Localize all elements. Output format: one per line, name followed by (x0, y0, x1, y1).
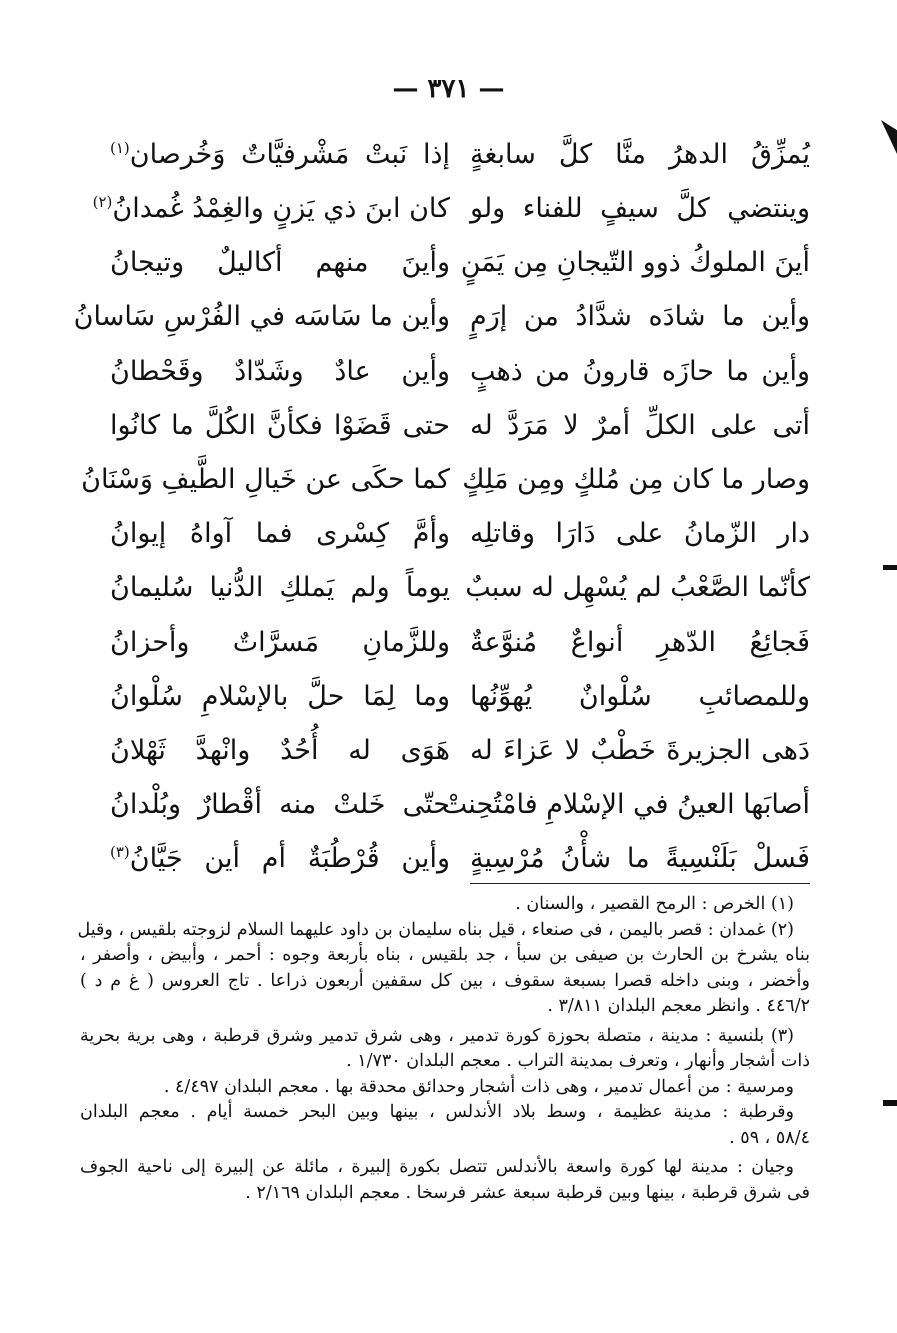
second-hemistich (110, 627, 450, 659)
verse-line (110, 562, 810, 616)
footnote-line: وقرطبة : مدينة عظيمة ، وسط بلاد الأندلس ، بينها وبين البحر خمسة أيام . معجم البلدان (80, 1102, 794, 1122)
footnote-marker: (٣) (110, 843, 130, 862)
footnote-line: فى شرق قرطبة ، بينها وبين قرطبة سبعة عشر فرسخا . معجم البلدان ٢/١٦٩ . (245, 1182, 810, 1203)
verse-line (92, 182, 810, 236)
verse-line (73, 291, 810, 345)
verse-line (81, 453, 810, 507)
verse-line (110, 670, 810, 724)
second-hemistich-text: يوماً ولم يَملكِ الدُّنيا سُليمانُ (110, 572, 450, 604)
second-hemistich (81, 464, 450, 496)
footnote-divider (470, 883, 810, 884)
second-hemistich-text: حتى قَضَوْا فكأنَّ الكُلَّ ما كانُوا (110, 409, 450, 441)
first-hemistich: كأنّما الصَّعْبُ لم يُسْهِل له سببٌ (465, 572, 810, 604)
second-hemistich (110, 843, 450, 875)
page-number: — ٣٧١ — (392, 74, 505, 104)
second-hemistich-text: وللزَّمانِ مَسرَّاتٌ وأحزانُ (110, 626, 450, 658)
first-hemistich: أصابَها العينُ في الإسْلامِ فامْتُحِنتْ (441, 789, 810, 821)
footnote-line: (٣) بلنسية : مدينة ، متصلة بحوزة كورة تدمير ، وهى شرق تدمير وشرق قرطبة ، وهى برية بحرية (80, 1025, 794, 1046)
verse-line (110, 399, 810, 453)
second-hemistich-text: إذا نَبتْ مَشْرفيَّاتٌ وَخُرصان (129, 138, 450, 170)
second-hemistich-text: وما لِمَا حلَّ بالإسْلامِ سُلْوانُ (110, 680, 450, 712)
first-hemistich: أينَ الملوكُ ذوو التّيجانِ مِن يَمَنٍ (460, 247, 810, 279)
first-hemistich: وينتضي كلَّ سيفٍ للفناء ولو (470, 193, 810, 225)
first-hemistich: وأين ما شادَه شدَّادُ من إرَمٍ (470, 301, 810, 333)
footnote-line: ٥٨/٤ ، ٥٩ . (729, 1127, 810, 1148)
second-hemistich-text: وأمَّ كِسْرى فما آواهُ إيوانُ (110, 518, 450, 550)
footnote-line: وأخضر ، وبنى داخله قصرا بسبعة سقوف ، بين كل سقفين أربعون ذراعا . تاج العروس ( غ م د ) (80, 970, 810, 991)
verse-line (110, 236, 810, 290)
second-hemistich (110, 139, 450, 171)
second-hemistich (110, 789, 450, 821)
second-hemistich (110, 518, 450, 550)
first-hemistich: دار الزّمانُ على دَارَا وقاتلِه (470, 518, 810, 550)
first-hemistich: وأين ما حازَه قارونُ من ذهبٍ (470, 355, 810, 387)
second-hemistich-text: كما حكَى عن خَيالِ الطَّيفِ وَسْنَانُ (81, 464, 450, 496)
second-hemistich (110, 247, 450, 279)
verse-line (110, 616, 810, 670)
verse-line (110, 345, 810, 399)
second-hemistich-text: وأينَ منهم أكاليلٌ وتيجانُ (110, 247, 450, 279)
footnote-line: (١) الخرص : الرمح القصير ، والسنان . (515, 894, 794, 914)
footnotes (77, 892, 810, 1206)
scan-edge-mark (883, 1100, 897, 1106)
footnote-line: وجيان : مدينة لها كورة واسعة بالأندلس تتصل بكورة إلبيرة ، مائلة عن إلبيرة إلى ناحية الجوف (80, 1157, 794, 1177)
first-hemistich: وصار ما كان مِن مُلكٍ ومِن مَلِكٍ (462, 464, 810, 496)
second-hemistich-text: هَوَى له أُحُدٌ وانْهدَّ ثَهْلانُ (110, 734, 450, 766)
footnote-line: ومرسية : من أعمال تدمير ، وهى ذات أشجار وحدائق محدقة بها . معجم البلدان ٤/٤٩٧ . (163, 1076, 794, 1097)
second-hemistich (110, 410, 450, 442)
first-hemistich: وللمصائبِ سُلْوانٌ يُهوِّنُها (470, 680, 810, 712)
first-hemistich: فَجائِعُ الدّهرِ أنواعٌ مُنوَّعةٌ (470, 626, 810, 658)
second-hemistich-text: وأين قُرْطُبَةٌ أم أين جَيَّانُ (129, 843, 450, 875)
second-hemistich-text: كان ابنَ ذي يَزنٍ والغِمْدُ غُمدانُ (112, 193, 450, 225)
verse-line (110, 507, 810, 561)
verse-line (110, 832, 810, 886)
second-hemistich (110, 681, 450, 713)
scan-edge-mark (883, 565, 897, 570)
scan-edge-mark (881, 120, 897, 154)
second-hemistich (73, 301, 450, 333)
first-hemistich: فَسلْ بَلَنْسِيةً ما شأْنُ مُرْسِيةٍ (470, 843, 810, 875)
second-hemistich (110, 572, 450, 604)
footnote-marker: (٢) (92, 193, 113, 212)
second-hemistich (110, 735, 450, 767)
first-hemistich: دَهى الجزيرةَ خَطْبٌ لا عَزاءَ له (470, 734, 810, 766)
first-hemistich: أتى على الكلِّ أمرٌ لا مَرَدَّ له (470, 409, 810, 441)
footnote-line: ذات أشجار وأنهار ، وتعرف بمدينة التراب . معجم البلدان ١/٧٣٠ . (346, 1051, 810, 1071)
footnote-marker: (١) (110, 138, 130, 157)
first-hemistich: يُمزِّقُ الدهرُ منَّا كلَّ سابغةٍ (470, 138, 810, 170)
second-hemistich (110, 356, 450, 388)
footnote-line: ٤٤٦/٢ . وانظر معجم البلدان ٣/٨١١ . (547, 996, 810, 1016)
poem (73, 128, 810, 887)
footnote-line: (٢) غمدان : قصر باليمن ، فى صنعاء ، قيل بناه سليمان بن داود عليهما السلام لزوجته بلقيس ، وقيل (77, 919, 794, 940)
second-hemistich-text: حتّى خَلتْ منه أقْطارٌ وبُلْدانُ (110, 789, 450, 821)
footnote-line: بناه يشرخ بن الحارث بن صيفى بن سبأ ، جد بلقيس ، بناه بأربعة وجوه : أحمر ، وأبيض ، وأصفر ، (80, 945, 810, 965)
second-hemistich-text: وأين ما سَاسَه في الفُرْسِ سَاسانُ (73, 301, 450, 333)
verse-line (110, 128, 810, 182)
verse-line (110, 724, 810, 778)
second-hemistich-text: وأين عادٌ وشَدّادٌ وقَحْطانُ (110, 355, 450, 387)
verse-line (110, 778, 810, 832)
second-hemistich (92, 193, 450, 225)
